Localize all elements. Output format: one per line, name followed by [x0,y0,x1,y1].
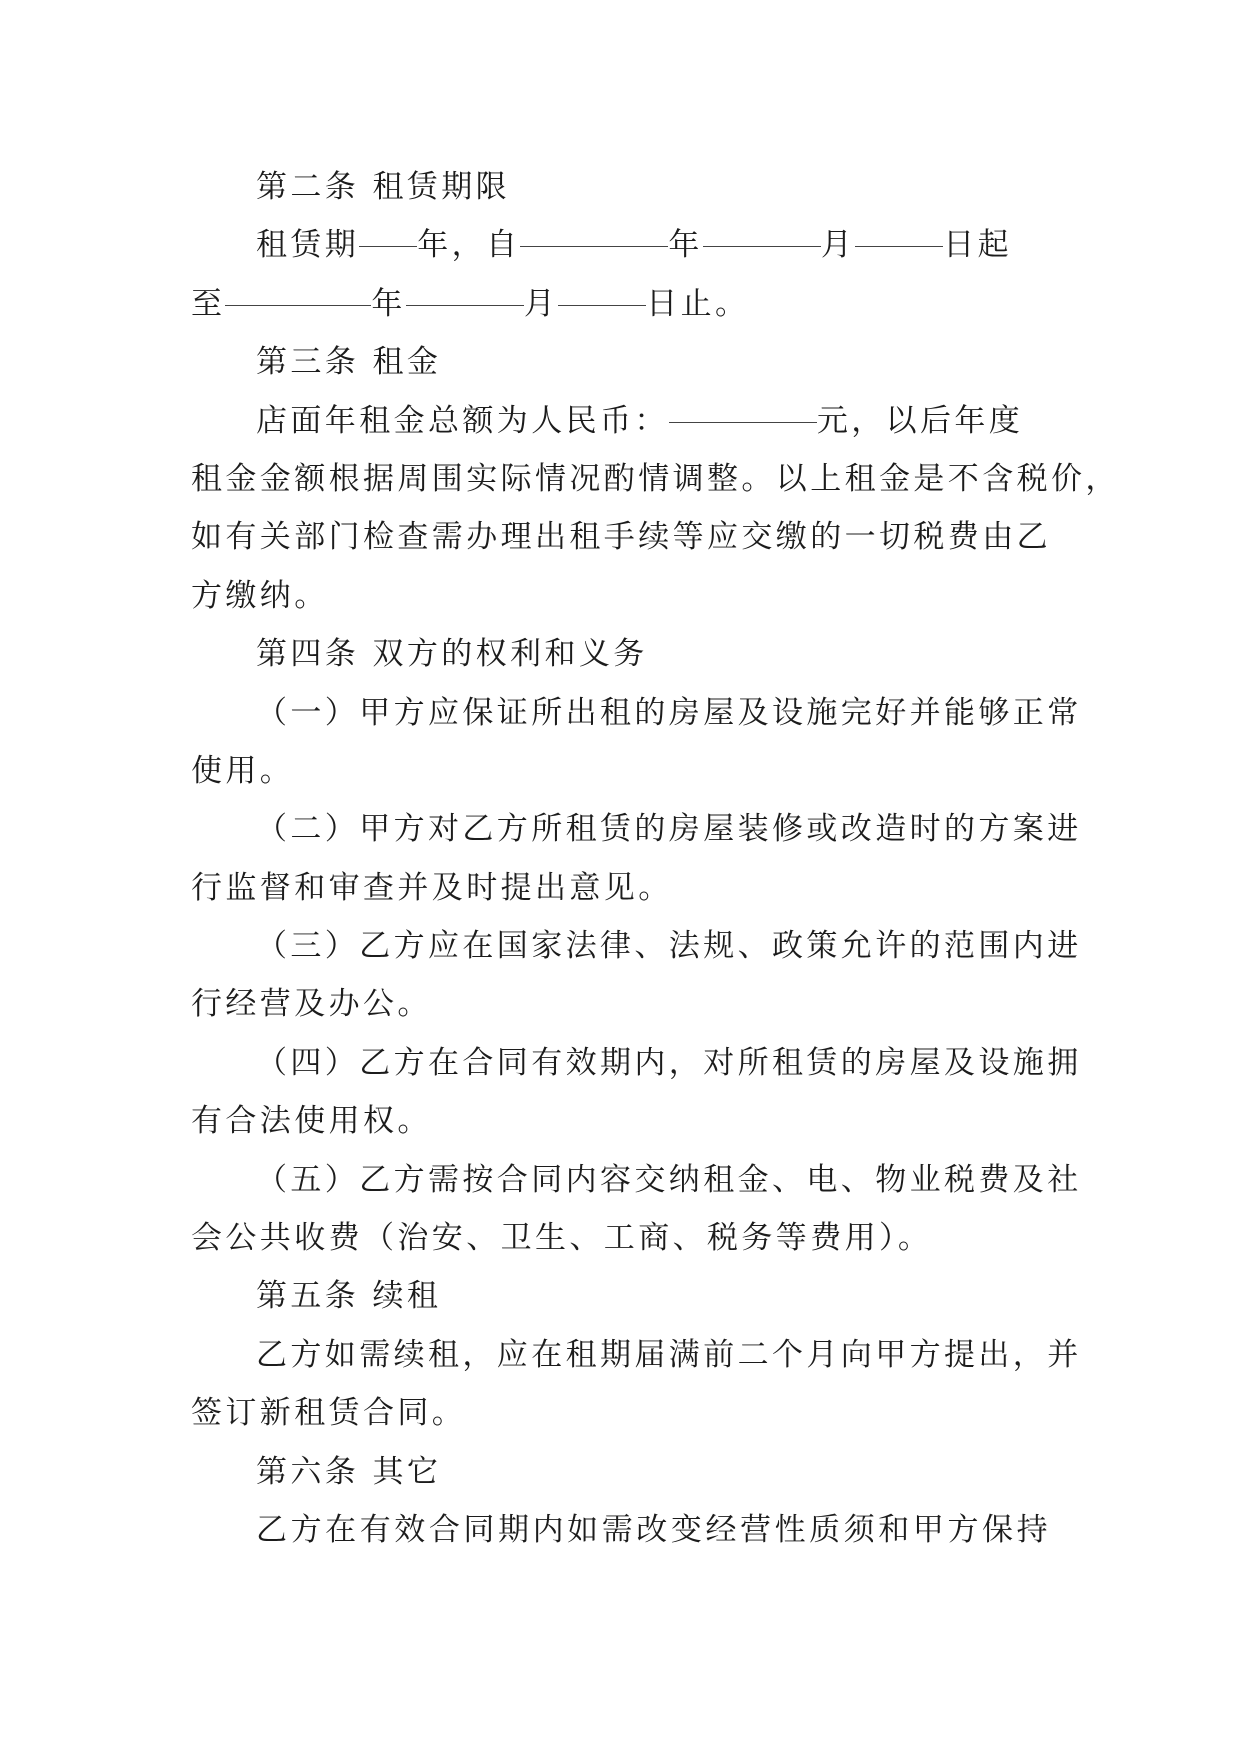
article-4-item-1-line-1: （一）甲方应保证所出租的房屋及设施完好并能够正常 [256,694,1082,731]
end-month-blank [406,305,524,306]
article-5-line-2: 签订新租赁合同。 [191,1395,467,1432]
annual-rent-label: 店面年租金总额为人民币： [256,402,669,439]
day-start-label: 日起 [943,227,1013,264]
article-4-item-2-line-2: 行监督和审查并及时提出意见。 [191,869,673,906]
day-end-label: 日止。 [646,285,750,322]
start-day-blank [855,246,943,247]
article-5-heading: 第五条 续租 [256,1278,442,1315]
article-4-item-5-line-2: 会公共收费（治安、卫生、工商、税务等费用）。 [191,1220,933,1257]
month-label: 月 [820,227,856,264]
article-2-line-2 [191,275,1051,333]
article-3-heading: 第三条 租金 [256,344,442,381]
year-from-label: 年，自 [417,227,521,264]
article-4-heading: 第四条 双方的权利和义务 [256,636,648,673]
article-4-item-2-line-1: （二）甲方对乙方所租赁的房屋装修或改造时的方案进 [256,811,1082,848]
year-label: 年 [371,285,406,322]
article-4-item-3-line-2: 行经营及办公。 [191,986,432,1023]
year-label: 年 [668,227,703,264]
rent-amount-blank [669,422,817,423]
article-4-item-4-line-1: （四）乙方在合同有效期内，对所租赁的房屋及设施拥 [256,1044,1082,1081]
lease-years-blank [359,246,417,247]
article-6-line-1: 乙方在有效合同期内如需改变经营性质须和甲方保持 [256,1511,1051,1548]
lease-term-label: 租赁期 [256,227,360,264]
article-4-item-3-line-1: （三）乙方应在国家法律、法规、政策允许的范围内进 [256,928,1082,965]
article-2-heading: 第二条 租赁期限 [256,169,511,205]
article-3-line-3: 如有关部门检查需办理出租手续等应交缴的一切税费由乙 [191,519,1051,556]
month-label: 月 [523,285,559,322]
end-year-blank [225,305,371,306]
article-3-line-1 [191,392,1051,450]
start-year-blank [520,246,668,247]
article-3-line-4: 方缴纳。 [191,577,329,614]
article-3-line-2: 租金金额根据周围实际情况酌情调整。以上租金是不含税价， [191,460,1120,497]
article-6-heading: 第六条 其它 [256,1453,442,1490]
contract-page [191,158,1120,1559]
rent-suffix: 元，以后年度 [816,402,1024,439]
start-month-blank [703,246,821,247]
until-label: 至 [191,285,226,322]
article-4-item-4-line-2: 有合法使用权。 [191,1103,432,1140]
article-4-item-5-line-1: （五）乙方需按合同内容交纳租金、电、物业税费及社 [256,1161,1082,1198]
end-day-blank [558,305,646,306]
article-5-line-1: 乙方如需续租，应在租期届满前二个月向甲方提出，并 [256,1336,1082,1373]
article-2-line-1 [191,216,1051,274]
article-4-item-1-line-2: 使用。 [191,752,295,789]
